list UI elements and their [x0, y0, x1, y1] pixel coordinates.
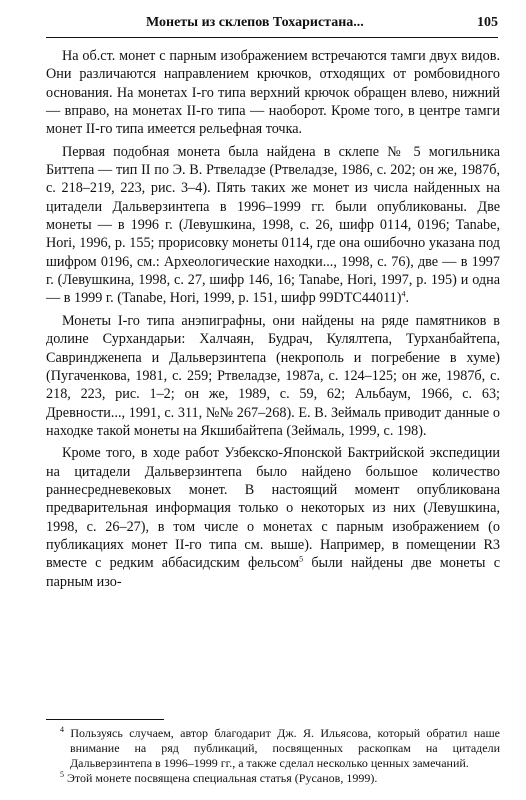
paragraph-text: Кроме того, в ходе работ Узбекско-Японской Бактрийской экспедиции на цитадели Дальверзинтепа было найдено большое количество раннесредневековых монет. В настоящий момент опубликована предварительная информация только о некоторых из них (Левушкина, 1998, с. 26–27), в том числе о монетах с парным изображением (о публикациях монет II-го типа см. выше). Например, в помещении R3 вместе с редким аббасидским фельсом: [46, 445, 500, 572]
paragraph: [46, 47, 500, 139]
page-number: 105: [477, 15, 498, 30]
footnote-reference: 5: [299, 554, 304, 564]
footnotes: [60, 726, 500, 786]
footnote-reference: 4: [401, 289, 406, 299]
main-text: [46, 47, 500, 595]
footnote-text: Этой монете посвящена специальная статья (Русанов, 1999).: [67, 771, 378, 785]
footnote: [60, 726, 500, 771]
paragraph-text: Первая подобная монета была найдена в склепе № 5 могильника Биттепа — тип II по Э. В. Ртвеладзе (Ртвеладзе, 1986, с. 202; он же, 1987б, с. 218–219, 223, рис. 3–4). Пять таких же монет из числа найденных на цитадели Дальверзинтепа в 1996–1999 гг. были опубликованы. Две монеты — в 1996 г. (Левушкина, 1998, с. 26, шифр 0114, 0196; Tanabe, Hori, 1996, р. 155; прорисовку монеты 0114, где она ошибочно указана под шифром 0196, см.: Археологические находки..., 1998, с. 76), две — в 1997 г. (Левушкина, 1998, с. 27, шифр 146, 16; Tanabe, Hori, 1997, р. 195) и одна — в 1999 г. (Tanabe, Hori, 1999, р. 151, шифр 99DTC44011): [46, 143, 500, 307]
footnote-number: 5: [60, 770, 64, 779]
footnote-separator: [46, 719, 164, 720]
paragraph: Первая подобная монета была найдена в склепе № 5 могильника Биттепа — тип II по Э. В. Ртвеладзе (Ртвеладзе, 1986, с. 202; он же, 1987б, с. 218–219, 223, рис. 3–4). Пять таких же монет из числа найденных на цитадели Дальверзинтепа в 1996–1999 гг. были опубликованы. Две монеты — в 1996 г. (Левушкина, 1998, с. 26, шифр 0114, 0196; Tanabe, Hori, 1996, р. 155; прорисовку монеты 0114, где она ошибочно указана под шифром 0196, см.: Археологические находки..., 1998, с. 76), две — в 1997 г. (Левушкина, 1998, с. 27, шифр 146, 16; Tanabe, Hori, 1997, р. 195) и одна — в 1999 г. (Tanabe, Hori, 1999, р. 151, шифр 99DTC44011)$^4$.: [46, 143, 500, 307]
paragraph-text: были найдены две монеты с парным изо-: [46, 555, 500, 590]
paragraph-text: На об.ст. монет с парным изображением встречаются тамги двух видов. Они различаются направлением крючков, отходящих от ромбовидного основания. На монетах I-го типа верхний крючок обращен влево, нижний — вправо, на монетах II-го типа — наоборот. Кроме того, в центре тамги монет II-го типа имеется рельефная точка.: [46, 48, 500, 138]
paragraph: [46, 444, 500, 591]
paragraph-text: Монеты I-го типа анэпиграфны, они найдены на ряде памятников в долине Сурхандарьи: Халчаян, Будрач, Кулялтепа, Турханбайтепа, Савриндженепа и Дальверзинтепа (некрополь и погребение в хуме) (Пугаченкова, 1981, с. 259; Ртвеладзе, 1987а, с. 124–125; он же, 1987б, с. 218, 223, рис. 1–2; он же, 1989, с. 59, 62; Альбаум, 1966, с. 63; Древности..., 1991, с. 311, №№ 267–268). Е. В. Зеймаль приводит данные о находке такой монеты на Якшибайтепа (Зеймаль, 1999, с. 198).: [46, 312, 500, 439]
footnote-text: Пользуясь случаем, автор благодарит Дж. Я. Ильясова, который обратил наше внимание на ряд публикаций, посвященных раскопкам на цитадели Дальверзинтепа в 1996–1999 гг., а также сделал несколько ценных замечаний.: [70, 726, 501, 770]
running-title: Монеты из склепов Тохаристана...: [146, 15, 364, 30]
running-header: [46, 15, 498, 38]
footnote: [60, 771, 500, 786]
paragraph: [46, 312, 500, 440]
footnote-number: 4: [60, 725, 64, 734]
